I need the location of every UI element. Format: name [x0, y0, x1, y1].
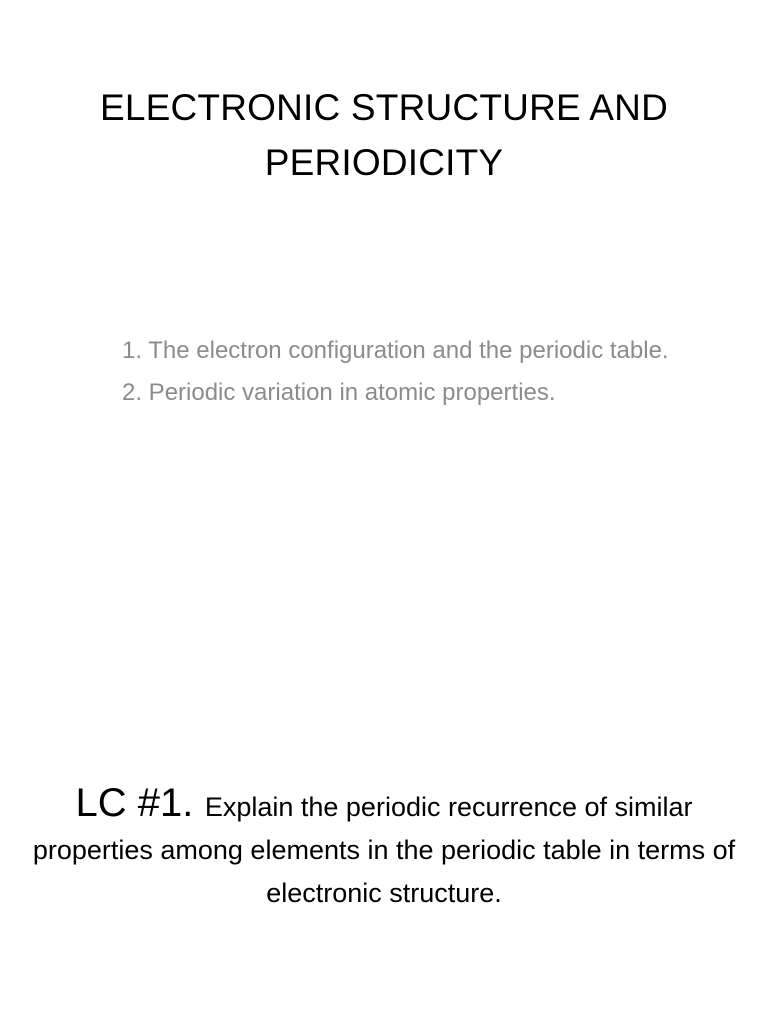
- learning-objective: [30, 782, 738, 915]
- subtitle-item-2: 2. Periodic variation in atomic properties.: [122, 379, 556, 406]
- slide-title: [40, 80, 728, 190]
- slide-title-line-2: PERIODICITY: [264, 142, 504, 183]
- learning-objective-text: Explain the periodic recurrence of similar properties among elements in the periodic table in terms of electronic structure.: [32, 792, 736, 908]
- subtitle-item-1: 1. The electron configuration and the periodic table.: [122, 337, 669, 364]
- slide-title-line-1: ELECTRONIC STRUCTURE AND: [99, 87, 669, 128]
- learning-objective-label: LC #1.: [75, 781, 194, 825]
- subtitle-list: [122, 334, 682, 418]
